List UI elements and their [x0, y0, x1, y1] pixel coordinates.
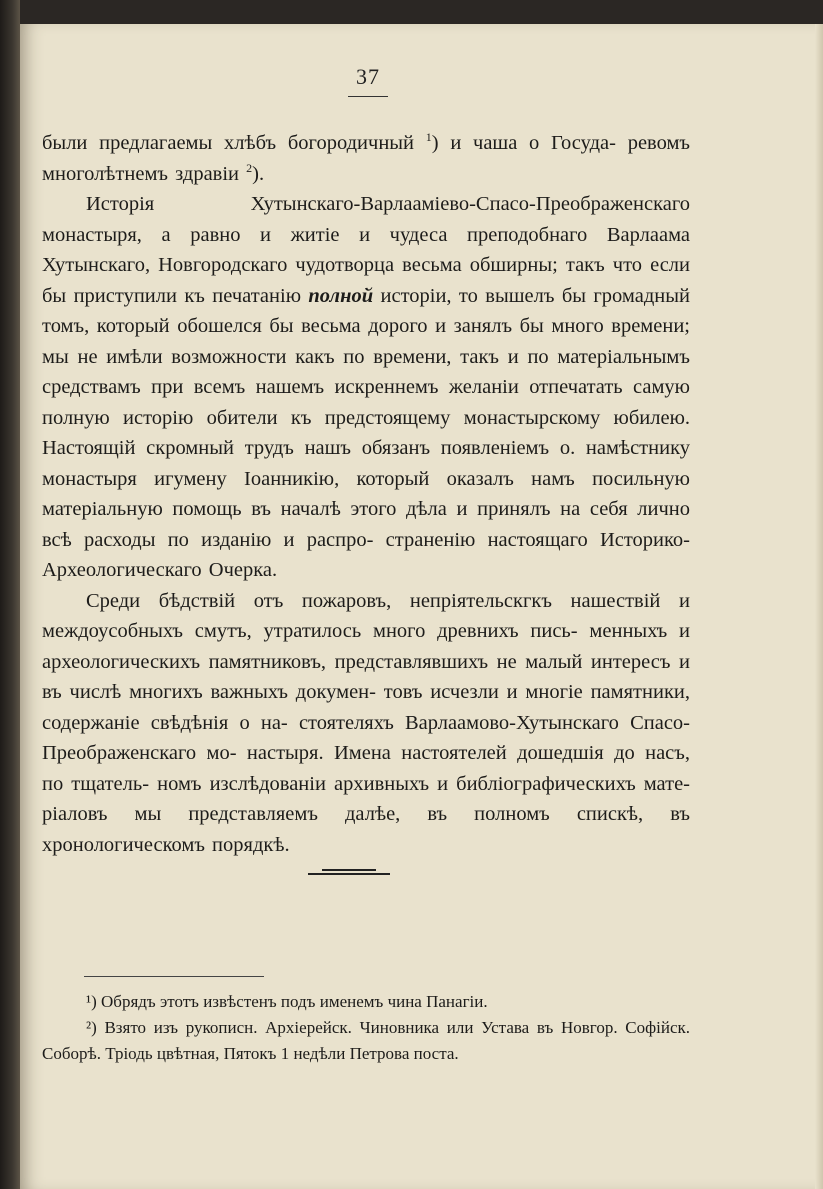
text-line: что если бы приступили къ печатанію полной исторіи, то	[42, 254, 690, 307]
text-line: менныхъ и археологическихъ памятниковъ, представлявшихъ	[42, 620, 691, 673]
page-number: 37	[356, 64, 380, 89]
text-line: намѣстнику монастыря игумену Іоанникію, который оказалъ	[42, 437, 690, 490]
text-line: страненію настоящаго Историко-Археологическаго Очерка.	[42, 528, 690, 581]
footnote-text: Взято изъ рукописн. Архіерейск. Чиновника или Устава въ Новгор. Софійск. Соборѣ. Тріодь цвѣтная, Пятокъ 1 недѣли Петрова поста.	[42, 1018, 690, 1063]
text-line: Исторія Хутынскаго-Варлааміево-Спасо-Преображенскаго	[86, 193, 690, 215]
text-line: и принялъ на себя лично всѣ расходы по изданію и распро-	[42, 498, 691, 551]
body-text	[42, 128, 690, 860]
paragraph-2	[42, 189, 690, 586]
text-line: Настоящій скромный трудъ нашъ обязанъ появленіемъ о.	[42, 437, 576, 459]
footnote-separator	[84, 976, 264, 977]
text-line: настыря. Имена настоятелей дошедшія до насъ, по тщатель-	[42, 742, 690, 795]
text-line: были предлагаемы хлѣбъ богородичный $^1$) и чаша о Госуда-	[42, 130, 616, 154]
text-line: Хутынскаго, Новгородскаго чудотворца весьма обширны; такъ	[42, 254, 605, 276]
text-line: не малый интересъ и въ числѣ многихъ важныхъ докумен-	[42, 650, 690, 703]
text-line: всемъ нашемъ искреннемъ желаніи отпечатать самую полную	[42, 376, 690, 429]
footnote-text: Обрядъ этотъ извѣстенъ подъ именемъ чина Панагіи.	[101, 992, 488, 1011]
text-line: ревомъ многолѣтнемъ здравіи $^2$).	[42, 132, 691, 185]
section-divider-ornament	[308, 869, 390, 877]
divider-line	[322, 869, 376, 871]
text-line: ріаловъ мы представляемъ далѣе, въ полномъ спискѣ, въ	[42, 803, 690, 825]
text-line: и междоусобныхъ смутъ, утратилось много древнихъ пись-	[42, 589, 691, 642]
divider-line	[308, 873, 390, 875]
footnote-2	[42, 1015, 690, 1067]
book-spine-shadow	[0, 0, 20, 1189]
text-line: хронологическомъ порядкѣ.	[42, 833, 290, 856]
text-line: номъ изслѣдованіи архивныхъ и библіографическихъ мате-	[157, 772, 691, 795]
page-edge	[815, 24, 823, 1189]
footnote-marker: ²)	[86, 1018, 97, 1037]
footnote-ref-1: 1	[425, 130, 432, 145]
page-number-underline	[348, 96, 388, 97]
paragraph-1	[42, 128, 690, 189]
text-line: исторію обители къ предстоящему монастырскому юбилею.	[123, 406, 691, 429]
footnote-1	[42, 989, 690, 1015]
footnote-marker: ¹)	[86, 992, 97, 1011]
text-line: монастыря, а равно и житіе и чудеса преподобнаго Варлаама	[42, 223, 690, 246]
footnote-ref-2: 2	[246, 160, 253, 175]
paragraph-3	[42, 586, 690, 861]
text-line: вышелъ бы громадный томъ, который обошелся бы весьма	[42, 284, 690, 337]
footnotes	[42, 989, 690, 1067]
text-line: дорого и занялъ бы много времени; мы не имѣли возможности	[42, 315, 690, 368]
text-line: стоятеляхъ Варлаамово-Хутынскаго Спасо-Преображенскаго мо-	[42, 711, 691, 764]
text-line: Среди бѣдствій отъ пожаровъ, непріятельскгкъ нашествій	[86, 589, 661, 612]
text-line: товъ исчезли и многіе памятники, содержаніе свѣдѣнія о на-	[42, 681, 690, 734]
emphasized-word: полной	[308, 284, 374, 307]
text-line: какъ по времени, такъ и по матеріальнымъ средствамъ при	[42, 345, 690, 398]
text-line: намъ посильную матеріальную помощь въ началѣ этого дѣла	[42, 467, 690, 520]
